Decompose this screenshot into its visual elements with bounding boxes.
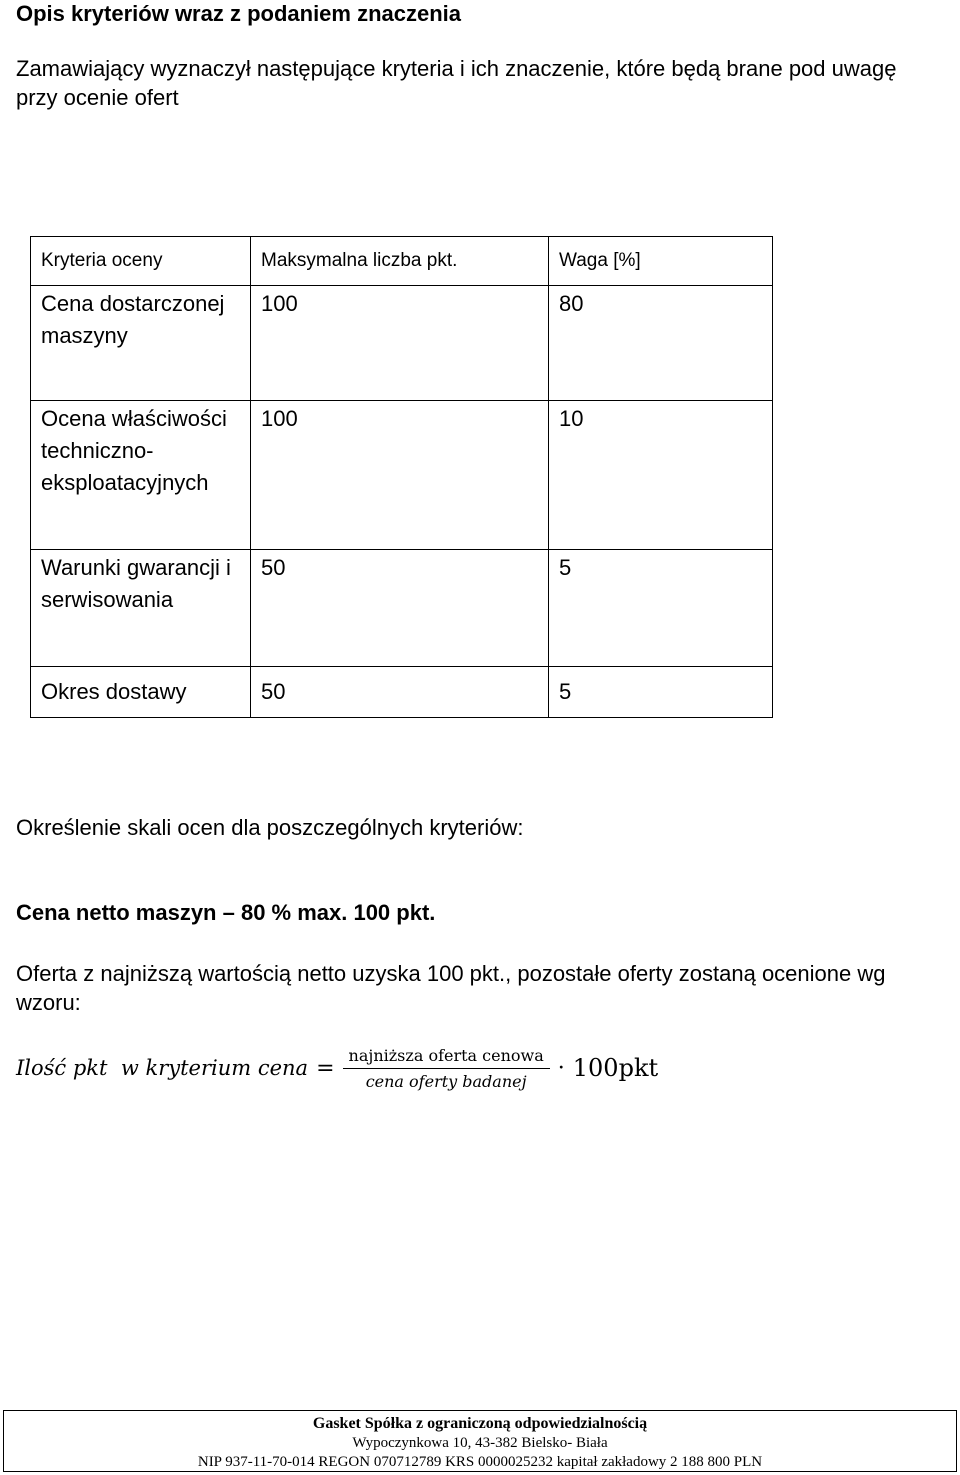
table-row <box>31 667 773 718</box>
max-points-cell: 100 <box>251 286 549 401</box>
weight-cell: 5 <box>549 550 773 667</box>
weight-cell: 80 <box>549 286 773 401</box>
price-formula <box>16 1040 658 1096</box>
formula-denominator: cena oferty badanej <box>365 1071 527 1091</box>
formula-fraction <box>343 1046 550 1091</box>
header-criterion: Kryteria oceny <box>31 237 251 286</box>
table-row <box>31 401 773 550</box>
formula-rhs: 100pkt <box>572 1054 659 1082</box>
criterion-cell: Warunki gwarancji i serwisowania <box>31 550 251 667</box>
table-header-row <box>31 237 773 286</box>
page-heading: Opis kryteriów wraz z podaniem znaczenia <box>16 1 462 26</box>
criterion-cell: Cena dostarczonej maszyny <box>31 286 251 401</box>
table-row <box>31 550 773 667</box>
company-footer <box>3 1410 957 1472</box>
formula-numerator: najniższa oferta cenowa <box>343 1046 550 1069</box>
formula-equals: = <box>316 1055 335 1081</box>
criteria-table <box>30 236 773 718</box>
formula-lhs: Ilość pkt w kryterium cena <box>16 1056 309 1080</box>
intro-paragraph: Zamawiający wyznaczył następujące kryteria i ich znaczenie, które będą brane pod uwagę przy ocenie ofert <box>16 56 897 110</box>
criterion-cell: Okres dostawy <box>31 667 251 718</box>
price-criterion-heading: Cena netto maszyn – 80 % max. 100 pkt. <box>16 900 436 925</box>
weight-cell: 5 <box>549 667 773 718</box>
criterion-cell: Ocena właściwości techniczno-eksploatacyjnych <box>31 401 251 550</box>
weight-cell: 10 <box>549 401 773 550</box>
max-points-cell: 50 <box>251 550 549 667</box>
table-row <box>31 286 773 401</box>
price-criterion-description: Oferta z najniższą wartością netto uzyska 100 pkt., pozostałe oferty zostaną ocenione wg wzoru: <box>16 961 886 1015</box>
footer-company-name: Gasket Spółka z ograniczoną odpowiedzialnością <box>312 1415 648 1432</box>
footer-registry: NIP 937-11-70-014 REGON 070712789 KRS 0000025232 kapitał zakładowy 2 188 800 PLN <box>197 1454 763 1470</box>
footer-address: Wypoczynkowa 10, 43-382 Bielsko- Biała <box>352 1435 608 1451</box>
scale-title: Określenie skali ocen dla poszczególnych kryteriów: <box>16 815 524 840</box>
header-max-points: Maksymalna liczba pkt. <box>251 237 549 286</box>
formula-multiply: · <box>557 1055 565 1081</box>
header-weight: Waga [%] <box>549 237 773 286</box>
max-points-cell: 50 <box>251 667 549 718</box>
max-points-cell: 100 <box>251 401 549 550</box>
